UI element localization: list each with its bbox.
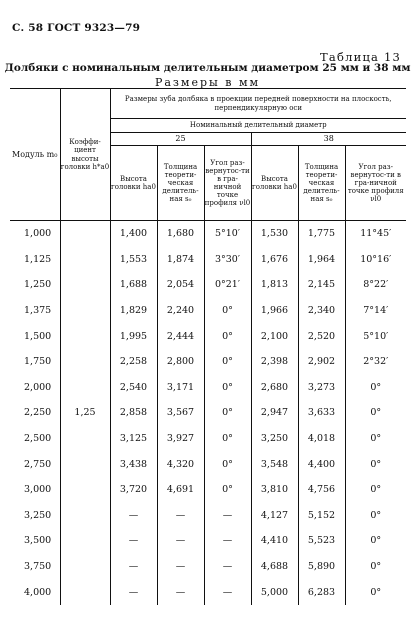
cell-s25: 1,874 [157,247,204,273]
page-reference: С. 58 ГОСТ 9323—79 [12,22,141,34]
cell-s38: 2,340 [298,298,345,324]
cell-s25: 1,680 [157,221,204,247]
cell-h38: 2,680 [251,375,298,401]
cell-a38: 0° [370,561,382,573]
cell-a25: 0° [204,349,251,375]
cell-module: 1,125 [10,247,60,273]
cell-module: 3,000 [10,477,60,503]
cell-h25: 1,688 [110,272,157,298]
cell-h38: 4,127 [251,503,298,529]
table-row [10,221,406,247]
cell-h38: 5,000 [251,579,298,605]
cell-a25: — [204,554,251,580]
cell-a38: 11°45′ [360,228,392,240]
cell-h25: 2,540 [110,375,157,401]
cell-a38: 0° [370,509,382,521]
cell-module: 1,750 [10,349,60,375]
cell-h38: 2,398 [251,349,298,375]
cell-h25: 2,258 [110,349,157,375]
cell-s25: 2,240 [157,298,204,324]
cell-s38: 6,283 [298,579,345,605]
cell-s25: — [157,528,204,554]
cell-h25: — [110,554,157,580]
cell-h25: — [110,528,157,554]
cell-h25: 3,438 [110,451,157,477]
cell-a25: 0° [204,400,251,426]
cell-module: 2,000 [10,375,60,401]
cell-h38: 1,966 [251,298,298,324]
cell-h25: 1,400 [110,221,157,247]
cell-a38: 0° [370,586,382,598]
cell-s38: 2,520 [298,323,345,349]
cell-a25: 0° [204,426,251,452]
cell-h38: 2,947 [251,400,298,426]
cell-a25: 0°21′ [204,272,251,298]
cell-a25: 0° [204,298,251,324]
header-coefficient: Коэффи-циент высоты головки h*a0 [60,89,110,221]
header-thickness-38: Толщина теорети-ческая делитель-ная s₀ [298,146,345,221]
cell-s38: 2,902 [298,349,345,375]
cell-h38: 1,813 [251,272,298,298]
header-span-title: Размеры зуба долбяка в проекции передней поверхности на плоскость, перпендикулярную оси [110,89,406,119]
cell-h25: — [110,579,157,605]
cell-a25: 0° [204,323,251,349]
cell-s38: 4,018 [298,426,345,452]
cell-a38: 0° [370,381,382,393]
cell-h25: 3,720 [110,477,157,503]
cell-a25: — [204,503,251,529]
cell-h25: 1,553 [110,247,157,273]
cell-a38: 0° [370,484,382,496]
cell-module: 3,500 [10,528,60,554]
cell-s25: — [157,503,204,529]
header-angle-38: Угол раз-вернутос-ти в гра-ничной точке профиля νl0 [345,146,406,221]
cell-s25: — [157,579,204,605]
cell-a25: 5°10′ [204,221,251,247]
cell-s38: 4,400 [298,451,345,477]
table-title: Долбяки с номинальным делительным диаметром 25 мм и 38 мм [4,62,411,74]
cell-s25: 4,320 [157,451,204,477]
cell-module: 1,500 [10,323,60,349]
header-module: Модуль m₀ [10,89,60,221]
cell-module: 4,000 [10,579,60,605]
cell-h25: 3,125 [110,426,157,452]
cell-a38: 5°10′ [363,330,389,342]
header-thickness-25: Толщина теорети-ческая делитель-ная s₀ [157,146,204,221]
table-units: Размеры в мм [154,76,261,89]
cell-module: 1,375 [10,298,60,324]
cell-h38: 3,548 [251,451,298,477]
table-number: Таблица 13 [320,50,401,64]
cell-s25: 2,800 [157,349,204,375]
cell-a25: 3°30′ [204,247,251,273]
cell-a38: 7°14′ [363,305,389,317]
cell-a38: 8°22′ [363,279,389,291]
cell-a25: 0° [204,451,251,477]
cell-s25: — [157,554,204,580]
header-nominal-diameter: Номинальный делительный диаметр [110,119,406,133]
cell-a38: 2°32′ [363,356,389,368]
cell-a38: 0° [370,458,382,470]
cell-h38: 3,250 [251,426,298,452]
cell-s38: 5,890 [298,554,345,580]
cell-h38: 2,100 [251,323,298,349]
cell-module: 1,000 [10,221,60,247]
cell-h25: 1,829 [110,298,157,324]
cell-a25: 0° [204,375,251,401]
cell-h38: 3,810 [251,477,298,503]
cell-a38: 10°16′ [360,253,392,265]
dimensions-table [10,88,406,605]
cell-s38: 1,775 [298,221,345,247]
cell-h38: 4,688 [251,554,298,580]
cell-h38: 1,530 [251,221,298,247]
cell-module: 2,500 [10,426,60,452]
cell-h25: — [110,503,157,529]
cell-module: 2,750 [10,451,60,477]
cell-s25: 2,054 [157,272,204,298]
cell-h38: 1,676 [251,247,298,273]
cell-s25: 3,171 [157,375,204,401]
cell-s38: 5,523 [298,528,345,554]
cell-s38: 2,145 [298,272,345,298]
cell-module: 3,250 [10,503,60,529]
cell-a38: 0° [370,433,382,445]
cell-a25: — [204,579,251,605]
cell-s25: 4,691 [157,477,204,503]
table-body [10,221,406,605]
cell-a25: 0° [204,477,251,503]
cell-s38: 5,152 [298,503,345,529]
header-diameter-38: 38 [251,133,406,146]
cell-s25: 2,444 [157,323,204,349]
cell-module: 3,750 [10,554,60,580]
cell-s25: 3,927 [157,426,204,452]
cell-s25: 3,567 [157,400,204,426]
cell-a25: — [204,528,251,554]
cell-h25: 1,995 [110,323,157,349]
cell-module: 1,250 [10,272,60,298]
cell-h25: 2,858 [110,400,157,426]
header-diameter-25: 25 [110,133,251,146]
header-height-25: Высота головки ha0 [110,146,157,221]
cell-s38: 3,633 [298,400,345,426]
cell-s38: 3,273 [298,375,345,401]
cell-a38: 0° [370,407,382,419]
cell-s38: 1,964 [298,247,345,273]
cell-a38: 0° [370,535,382,547]
cell-coefficient: 1,25 [60,221,110,605]
header-height-38: Высота головки ha0 [251,146,298,221]
header-angle-25: Угол раз-вернутос-ти в гра-ничной точке профиля νl0 [204,146,251,221]
cell-s38: 4,756 [298,477,345,503]
cell-h38: 4,410 [251,528,298,554]
cell-module: 2,250 [10,400,60,426]
